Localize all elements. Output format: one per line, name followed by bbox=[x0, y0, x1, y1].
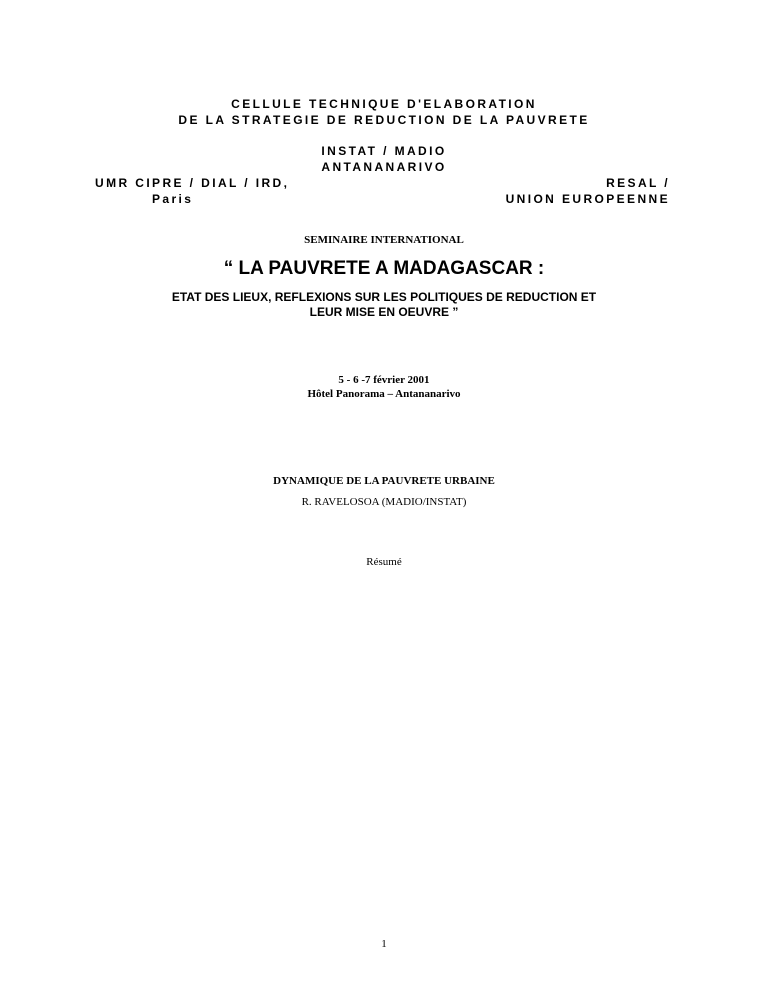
section-heading: Résumé bbox=[366, 556, 402, 568]
partner-right-line-1: RESAL / bbox=[606, 176, 670, 190]
partner-right-line-2: UNION EUROPEENNE bbox=[505, 192, 670, 206]
header-line-1: CELLULE TECHNIQUE D'ELABORATION bbox=[231, 97, 537, 111]
paper-author: R. RAVELOSOA (MADIO/INSTAT) bbox=[301, 496, 467, 508]
seminar-label: SEMINAIRE INTERNATIONAL bbox=[304, 234, 464, 246]
partner-left-line-2: Paris bbox=[152, 192, 194, 206]
header-line-2: DE LA STRATEGIE DE REDUCTION DE LA PAUVRETE bbox=[178, 113, 590, 127]
seminar-venue: Hôtel Panorama – Antananarivo bbox=[307, 388, 461, 400]
partner-center-line-2: ANTANANARIVO bbox=[321, 160, 447, 174]
partner-left-line-1: UMR CIPRE / DIAL / IRD, bbox=[95, 176, 290, 190]
paper-title: DYNAMIQUE DE LA PAUVRETE URBAINE bbox=[273, 475, 495, 487]
seminar-subtitle-line-1: ETAT DES LIEUX, REFLEXIONS SUR LES POLITIQUES DE REDUCTION ET bbox=[171, 290, 597, 304]
partner-center-line-1: INSTAT / MADIO bbox=[321, 144, 447, 158]
seminar-title: “ LA PAUVRETE A MADAGASCAR : bbox=[223, 258, 545, 279]
seminar-subtitle-line-2: LEUR MISE EN OEUVRE ” bbox=[309, 305, 459, 319]
page-number: 1 bbox=[381, 938, 387, 950]
seminar-dates: 5 - 6 -7 février 2001 bbox=[338, 374, 430, 386]
